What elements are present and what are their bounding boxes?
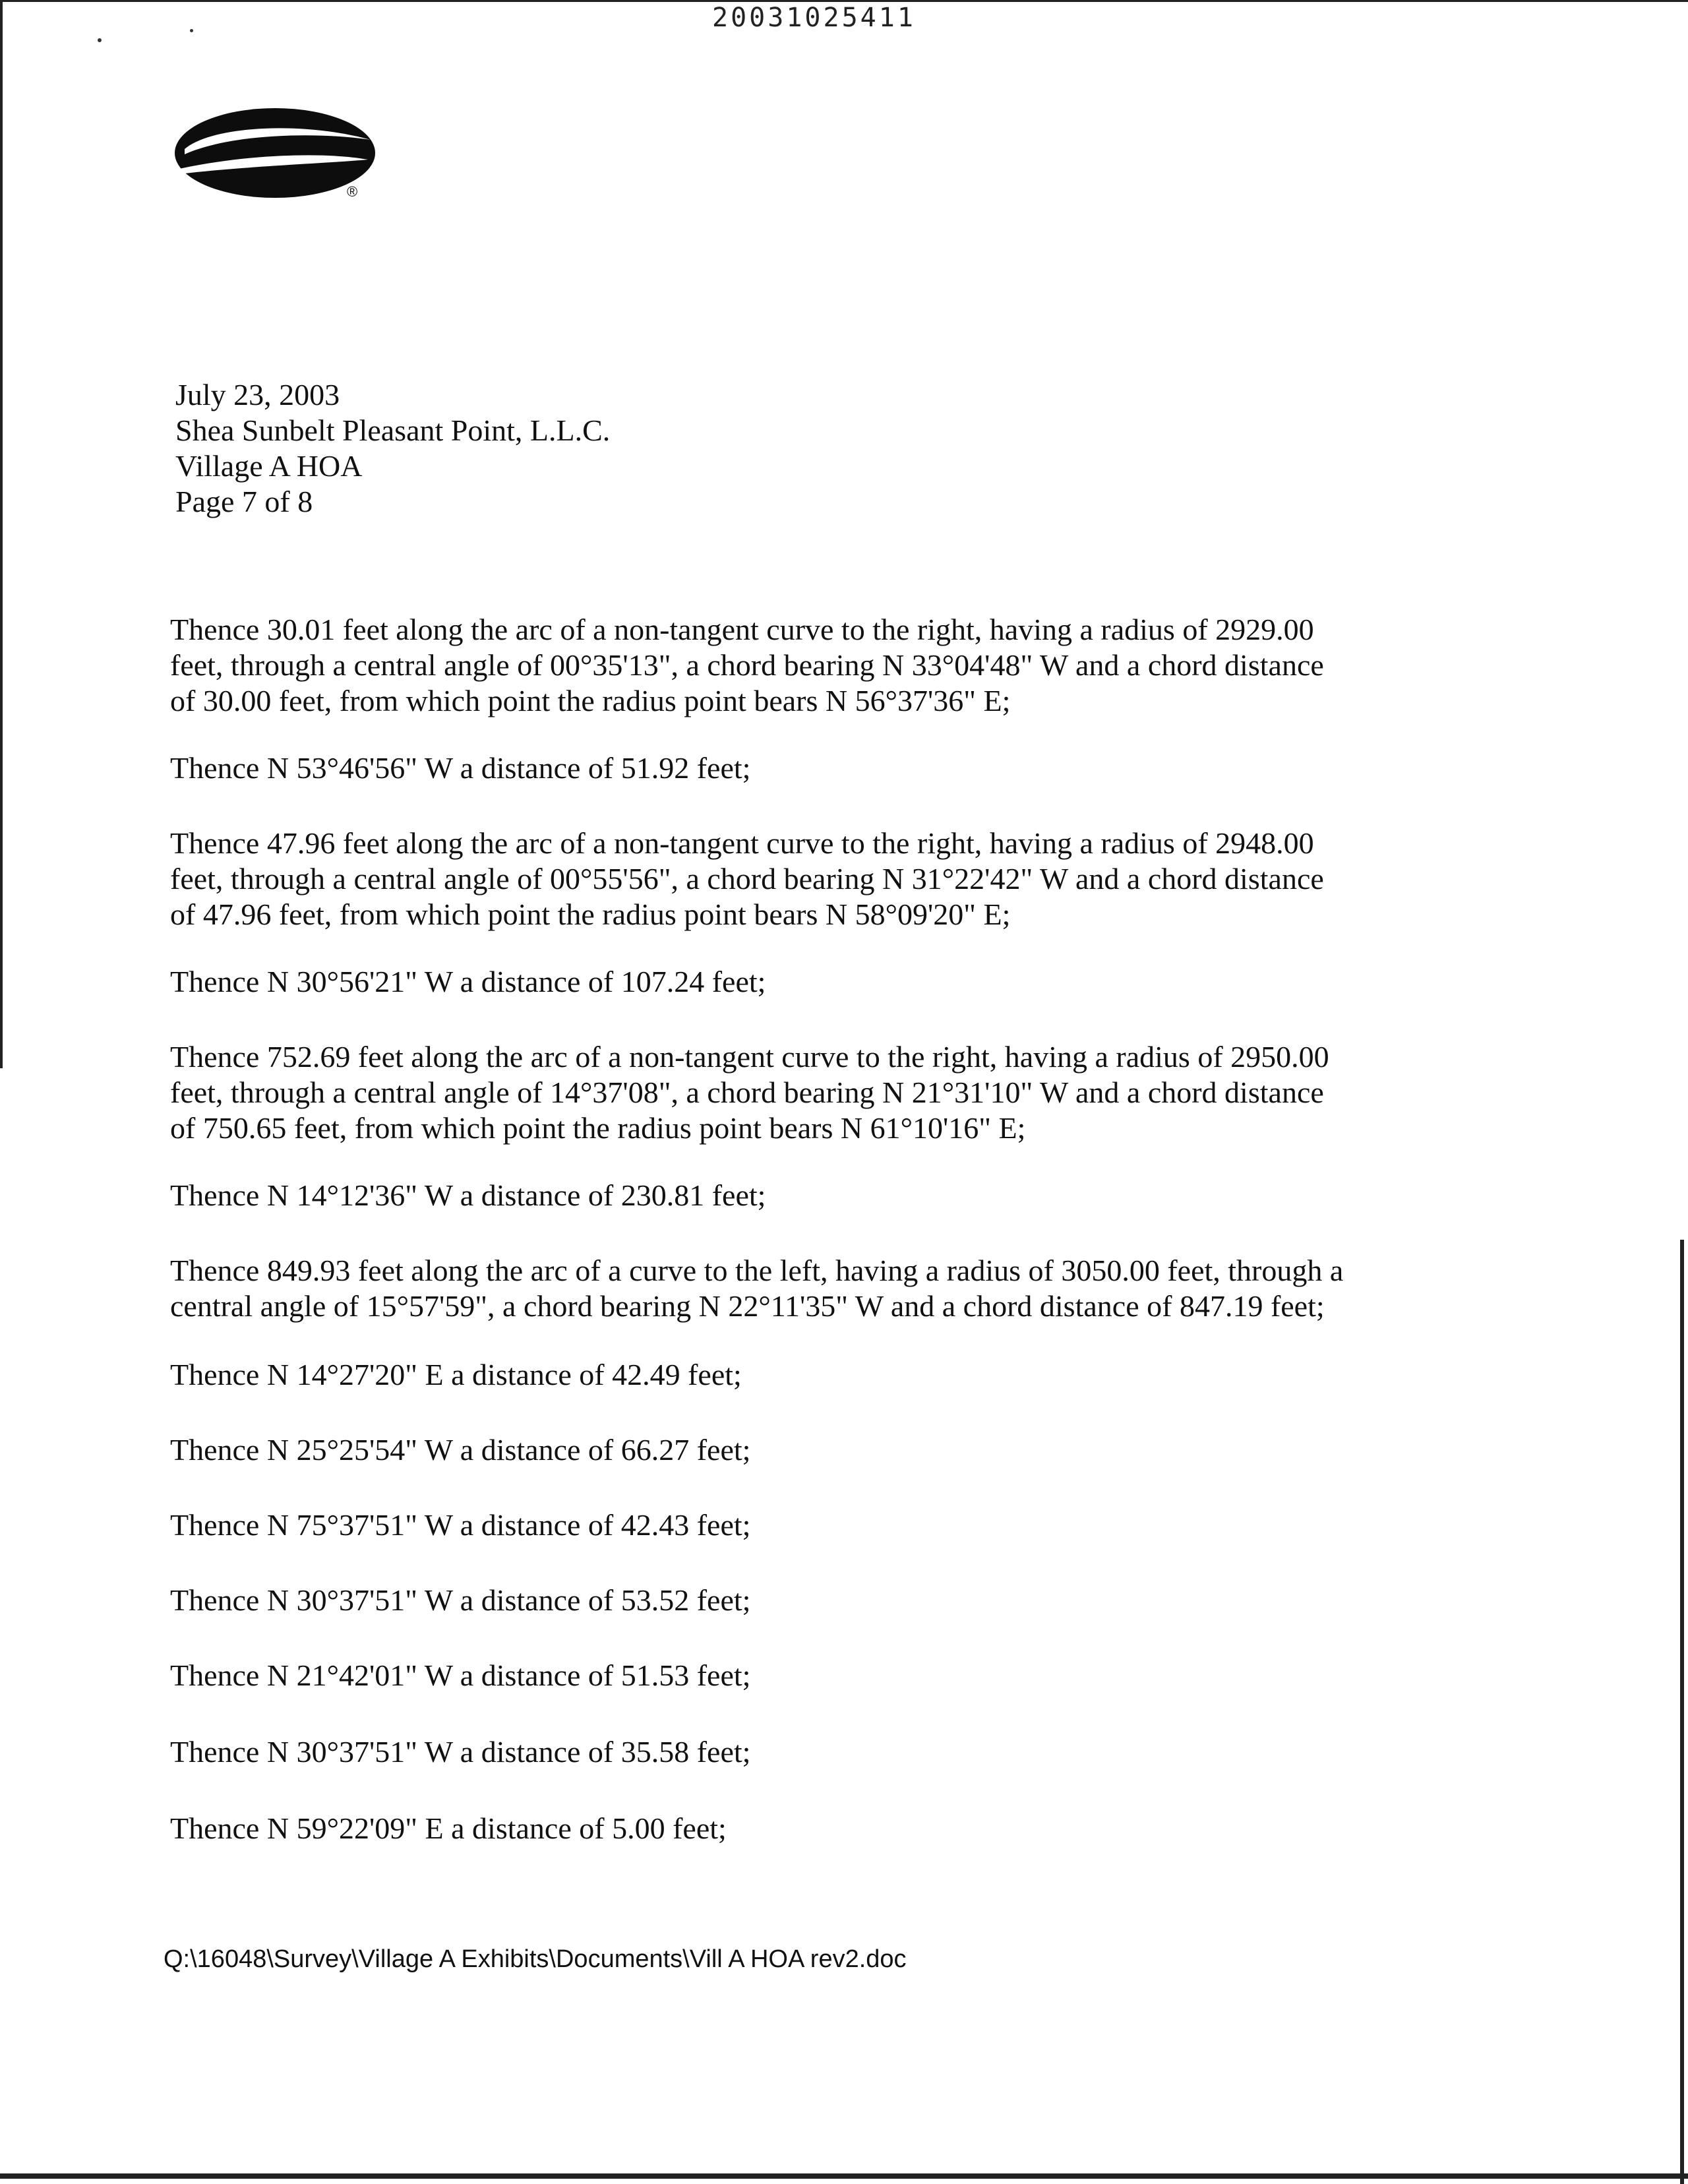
scan-right-edge [1680,1240,1684,2184]
header-company: Shea Sunbelt Pleasant Point, L.L.C. [175,413,611,447]
scan-speck [190,29,193,32]
course-paragraph [170,1507,1489,1543]
course-paragraph [170,1734,1489,1770]
paragraph-line: Thence N 14°27'20" E a distance of 42.49 feet; [170,1358,742,1391]
paragraph-line: Thence N 59°22'09" E a distance of 5.00 feet; [170,1811,727,1845]
course-paragraph [170,1811,1489,1846]
course-paragraph [170,750,1489,786]
paragraph-line: feet, through a central angle of 00°35'13", a chord bearing N 33°04'48" W and a chord distance [170,648,1324,682]
paragraph-line: Thence N 53°46'56" W a distance of 51.92 feet; [170,751,751,785]
course-paragraph [170,1253,1489,1324]
paragraph-line: of 30.00 feet, from which point the radius point bears N 56°37'36" E; [170,684,1011,717]
scan-speck [98,38,102,42]
course-paragraph [170,1039,1489,1146]
course-paragraph [170,1432,1489,1468]
paragraph-line: Thence 849.93 feet along the arc of a curve to the left, having a radius of 3050.00 feet, through a [170,1254,1344,1287]
paragraph-line: Thence N 30°37'51" W a distance of 35.58 feet; [170,1735,751,1769]
paragraph-line: Thence N 21°42'01" W a distance of 51.53 feet; [170,1658,751,1692]
paragraph-line: Thence N 75°37'51" W a distance of 42.43 feet; [170,1508,751,1542]
scan-bottom-edge [0,2173,1688,2179]
paragraph-line: central angle of 15°57'59", a chord bearing N 22°11'35" W and a chord distance of 847.19 feet; [170,1289,1325,1323]
paragraph-line: Thence N 14°12'36" W a distance of 230.81 feet; [170,1178,766,1212]
document-number: 20031025411 [712,3,916,33]
legal-description-body [170,612,1489,1846]
file-path-footer: Q:\16048\Survey\Village A Exhibits\Documents\Vill A HOA rev2.doc [164,1945,907,1973]
paragraph-line: Thence N 25°25'54" W a distance of 66.27 feet; [170,1433,751,1467]
course-paragraph [170,612,1489,719]
registered-mark: ® [347,183,358,200]
course-paragraph [170,1658,1489,1693]
paragraph-line: of 750.65 feet, from which point the radius point bears N 61°10'16" E; [170,1111,1026,1145]
course-paragraph [170,1357,1489,1393]
paragraph-line: Thence N 30°37'51" W a distance of 53.52 feet; [170,1583,751,1617]
paragraph-line: feet, through a central angle of 00°55'56", a chord bearing N 31°22'42" W and a chord distance [170,862,1324,895]
course-paragraph [170,1583,1489,1618]
header-project: Village A HOA [175,449,363,483]
course-paragraph [170,964,1489,1000]
paragraph-line: of 47.96 feet, from which point the radius point bears N 58°09'20" E; [170,897,1011,931]
header-date: July 23, 2003 [175,378,340,411]
paragraph-line: Thence N 30°56'21" W a distance of 107.24 feet; [170,965,766,998]
course-paragraph [170,826,1489,932]
paragraph-line: feet, through a central angle of 14°37'08", a chord bearing N 21°31'10" W and a chord distance [170,1076,1324,1109]
header-page-number: Page 7 of 8 [175,485,313,518]
scan-top-edge [0,0,1688,2]
letter-header [175,377,610,520]
paragraph-line: Thence 30.01 feet along the arc of a non-tangent curve to the right, having a radius of 2929.00 [170,613,1314,646]
paragraph-line: Thence 47.96 feet along the arc of a non-tangent curve to the right, having a radius of 2948.00 [170,826,1314,860]
course-paragraph [170,1178,1489,1213]
paragraph-line: Thence 752.69 feet along the arc of a non-tangent curve to the right, having a radius of 2950.00 [170,1040,1329,1074]
scan-left-edge [0,0,3,1068]
